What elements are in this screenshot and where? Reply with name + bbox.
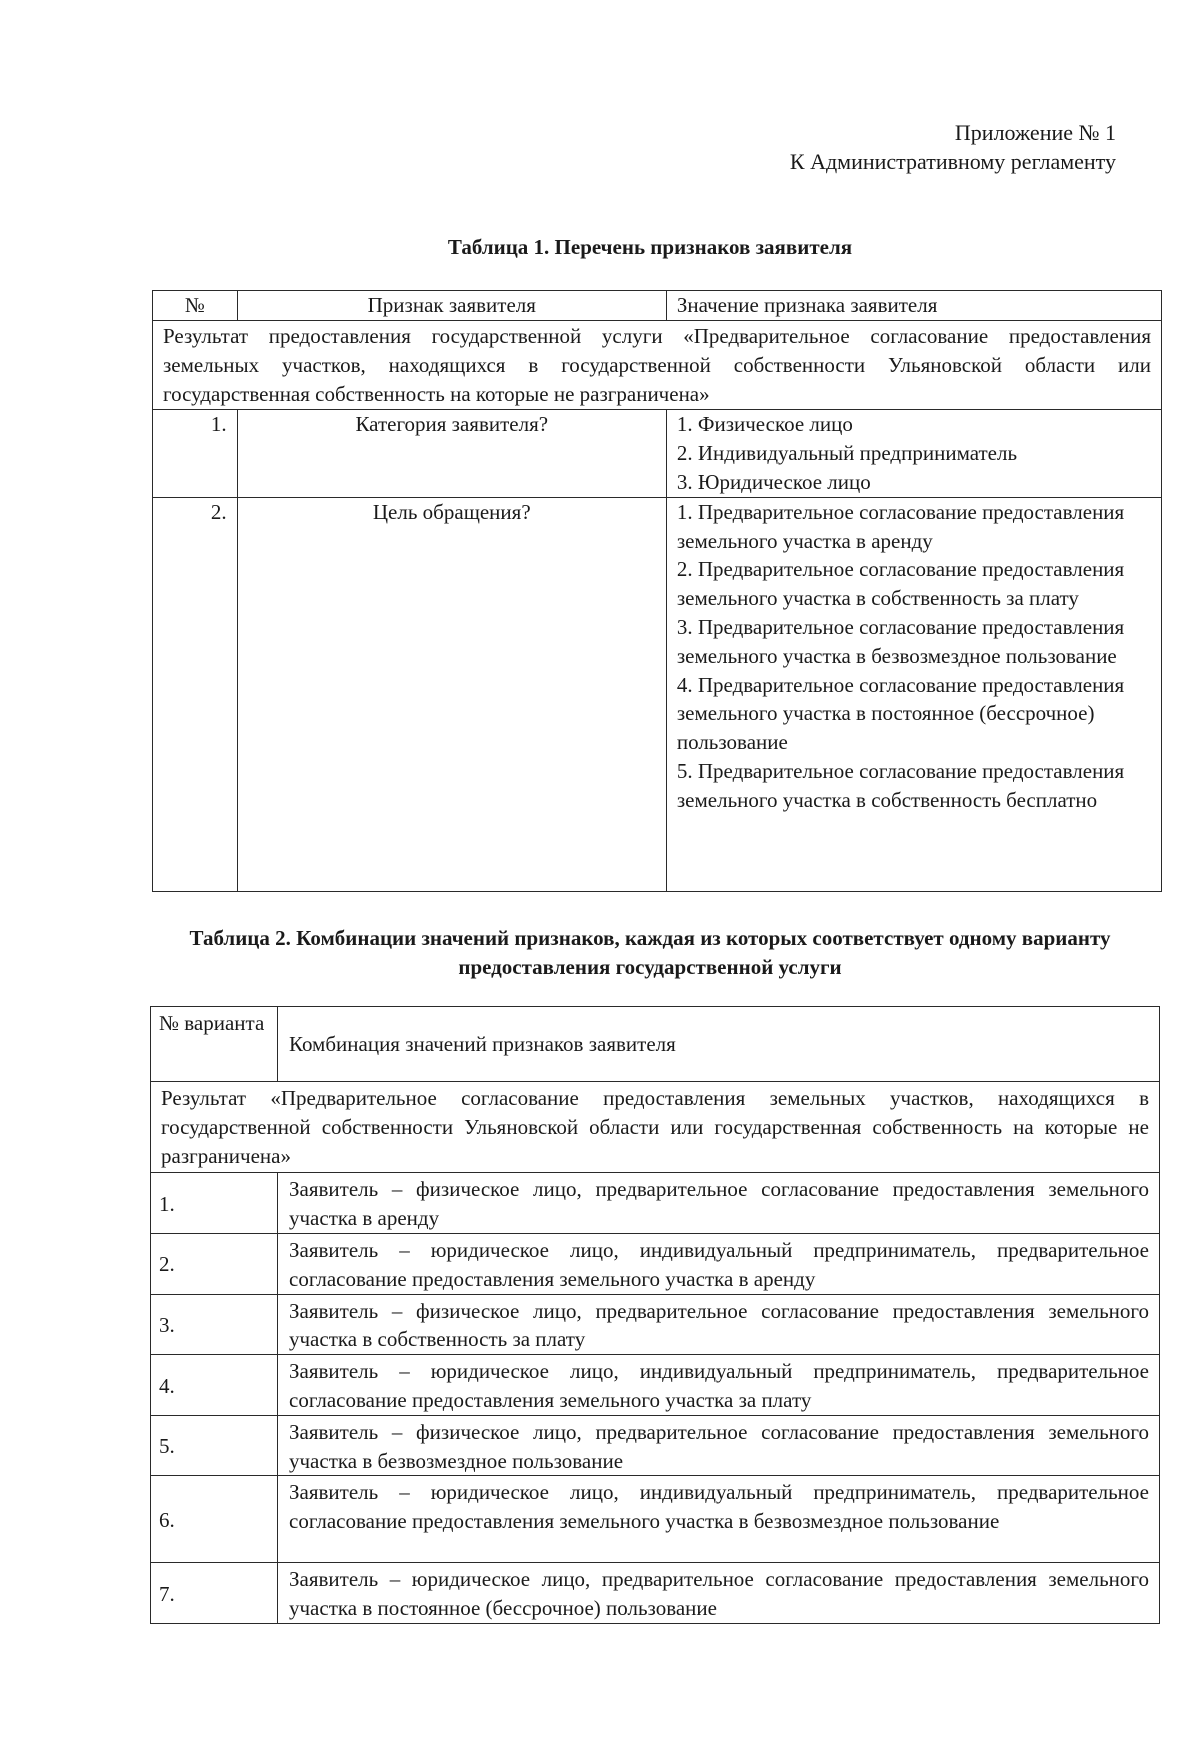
table-row (151, 1173, 1160, 1234)
table-row (151, 1233, 1160, 1294)
table-row (151, 1563, 1160, 1624)
table1-header-row (153, 291, 1162, 321)
variant-combination: Заявитель – юридическое лицо, предварительное согласование предоставления земельного участка в постоянное (бессрочное) пользование (278, 1563, 1160, 1624)
table2-header-num: № варианта (151, 1007, 278, 1082)
table1-result-text: Результат предоставления государственной услуги «Предварительное согласование предоставления земельных участков, находящихся в государственной собственности Ульяновской области или государственная собственность на которые не разграничена» (153, 321, 1162, 410)
attribute-value: 3. Юридическое лицо (676, 469, 871, 494)
attribute-value: 1. Физическое лицо (676, 412, 853, 437)
variant-combination: Заявитель – юридическое лицо, индивидуальный предприниматель, предварительное согласование предоставления земельного участка в безвозмездное пользование (278, 1476, 1160, 1563)
appendix-number: Приложение № 1 (954, 120, 1116, 145)
attribute-question: Категория заявителя? (237, 410, 666, 497)
table2-header-combination: Комбинация значений признаков заявителя (278, 1007, 1160, 1082)
row-number: 1. (153, 410, 238, 497)
table2-title: Таблица 2. Комбинации значений признаков, каждая из которых соответствует одному варианту предоставления государственной услуги (189, 926, 1111, 979)
table-row (151, 1294, 1160, 1355)
appendix-header (790, 118, 1116, 176)
attribute-value: 5. Предварительное согласование предоставления земельного участка в собственность бесплатно (676, 758, 1125, 812)
table-row (151, 1476, 1160, 1563)
attribute-value: 2. Индивидуальный предприниматель (676, 441, 1018, 466)
variant-number: 1. (151, 1173, 278, 1234)
table-row (153, 410, 1162, 497)
table2-header-row (151, 1007, 1160, 1082)
variant-number: 2. (151, 1233, 278, 1294)
table-row (151, 1415, 1160, 1476)
variant-combination: Заявитель – юридическое лицо, индивидуальный предприниматель, предварительное согласование предоставления земельного участка за плату (278, 1355, 1160, 1416)
table2-result-text: Результат «Предварительное согласование предоставления земельных участков, находящихся в государственной собственности Ульяновской области или государственная собственность на которые не разграничена» (151, 1082, 1160, 1173)
table1-header-num: № (153, 291, 238, 321)
attribute-value: 2. Предварительное согласование предоставления земельного участка в собственность за плату (676, 557, 1125, 611)
table1-header-sign: Признак заявителя (237, 291, 666, 321)
attribute-value: 4. Предварительное согласование предоставления земельного участка в постоянное (бессрочное) пользование (676, 672, 1125, 755)
variant-combination: Заявитель – юридическое лицо, индивидуальный предприниматель, предварительное согласование предоставления земельного участка в аренду (278, 1233, 1160, 1294)
variant-number: 3. (151, 1294, 278, 1355)
table-row (153, 497, 1162, 891)
table-row (151, 1355, 1160, 1416)
appendix-reference: К Административному регламенту (789, 149, 1116, 174)
table1-header-value: Значение признака заявителя (666, 291, 1161, 321)
applicant-attributes-table (152, 290, 1162, 892)
variant-combination: Заявитель – физическое лицо, предварительное согласование предоставления земельного участка в собственность за плату (278, 1294, 1160, 1355)
variant-number: 5. (151, 1415, 278, 1476)
attribute-question: Цель обращения? (237, 497, 666, 891)
table1-title: Таблица 1. Перечень признаков заявителя (447, 235, 853, 259)
attribute-value: 3. Предварительное согласование предоставления земельного участка в безвозмездное пользование (676, 614, 1125, 668)
variant-number: 6. (151, 1476, 278, 1563)
attribute-values (666, 497, 1161, 891)
service-variants-table (150, 1006, 1160, 1624)
attribute-value: 1. Предварительное согласование предоставления земельного участка в аренду (676, 499, 1125, 553)
attribute-values (666, 410, 1161, 497)
table1-result-row (153, 321, 1162, 410)
row-number: 2. (153, 497, 238, 891)
variant-combination: Заявитель – физическое лицо, предварительное согласование предоставления земельного участка в безвозмездное пользование (278, 1415, 1160, 1476)
table2-result-row (151, 1082, 1160, 1173)
variant-number: 4. (151, 1355, 278, 1416)
variant-number: 7. (151, 1563, 278, 1624)
variant-combination: Заявитель – физическое лицо, предварительное согласование предоставления земельного участка в аренду (278, 1173, 1160, 1234)
